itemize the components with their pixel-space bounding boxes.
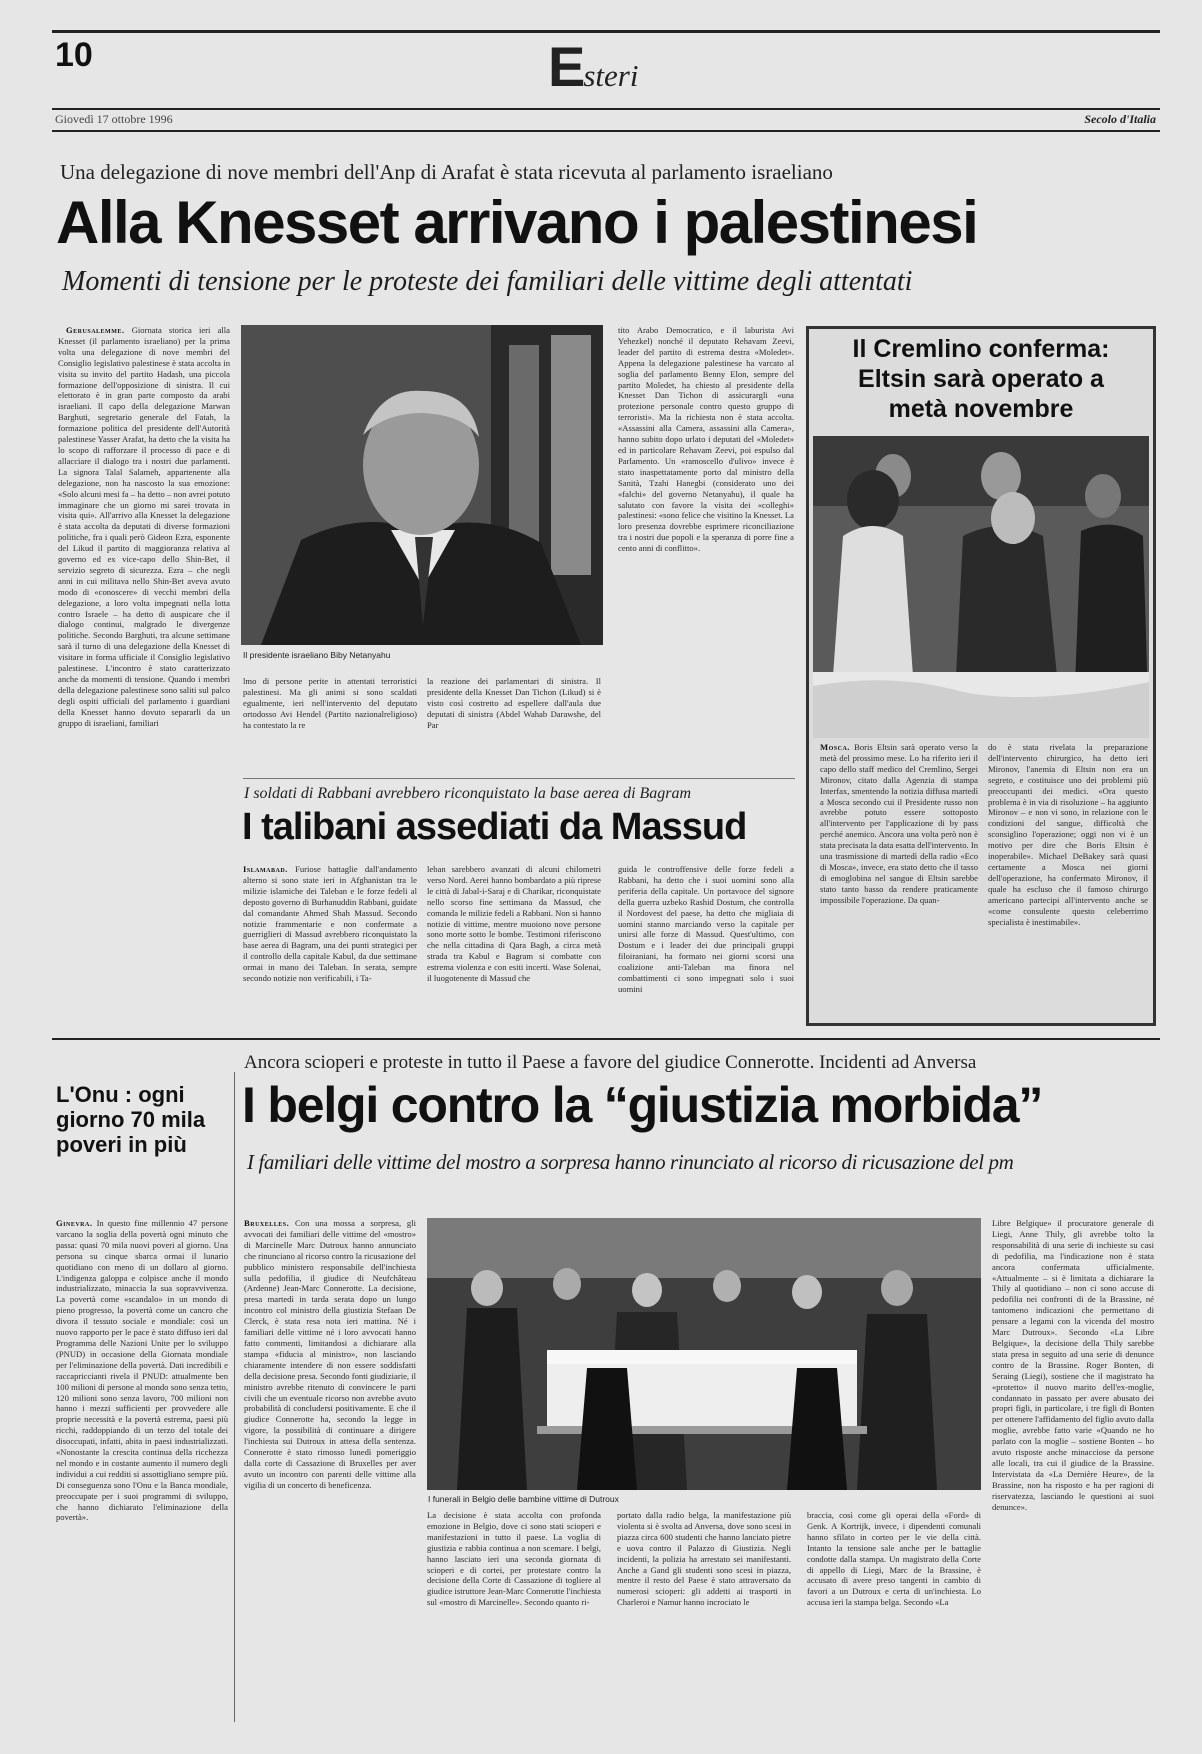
knesset-dateline: Gerusalemme. [66,325,125,335]
knesset-col-2b [243,676,417,776]
belgio-dateline: Bruxelles. [244,1218,290,1228]
eltsin-text-1: Boris Eltsin sarà operato verso la metà del prossimo mese. Lo ha riferito ieri il capo dello staff medico del Cremlino, Sergei Mironov, citato dalla Agenzia di stampa Interfax, smentendo la notizia diffusa martedì a Mosca secondo cui il Presidente russo non avrebbe potuto essere sottoposto all'intervento per l'applicazione di by pass perché anemico. Ancora una volta però non è stata precisata la data esatta dell'intervento. In una trasmissione di martedì della radio «Eco di Mosca», invece, era stato detto che il tasso di emoglobina nel sangue di Eltsin sarebbe stato tanto basso da rendere praticamente impossibile l'operazione. Da quan- [820,742,978,905]
knesset-kicker: Una delegazione di nove membri dell'Anp di Arafat è stata ricevuta al parlamento israeliano [60,160,833,184]
eltsin-photo-graphic [813,436,1149,738]
taliban-kicker: I soldati di Rabbani avrebbero riconquistato la base aerea di Bagram [244,785,692,802]
eltsin-col-1 [820,742,978,1024]
taliban-col-3 [618,864,794,1016]
belgio-subhead: I familiari delle vittime del mostro a sorpresa hanno rinunciato al ricorso di ricusazione del pm [247,1150,1014,1174]
header-rule-2 [52,130,1160,132]
netanyahu-photo-graphic [241,325,603,645]
lower-section-rule [52,1038,1160,1040]
taliban-text-1: Furiose battaglie dall'andamento alterno si sono state ieri in Afghanistan tra le milizie islamiche dei Taleban e le forze fedeli al deposto governo di Burhanuddin Rabbani, guidate dal comandante Ahmed Shah Massud. Secondo notizie frammentarie e non confermate a guerriglieri di Massud avrebbero riconquistato la base aerea di Bagram, una dei punti strategici per il controllo della capitale Kabul, da due settimane ormai in mano dei Taleban. In serata, sempre secondo notizie non verificabili, i Ta- [243,864,417,984]
knesset-col-1 [58,325,230,728]
taliban-col-2 [427,864,601,1016]
onu-text-1: In questo fine millennio 47 persone varcano la soglia della povertà ogni minuto che passa: quasi 70 mila nuovi poveri al giorno. Una persona su cinque sbarca ormai il lunario quotidiano con meno di un dollaro al giorno. L'indigenza galoppa e colpisce anche il mondo industrializzato, minaccia la sua sopravvivenza. La povertà come «scandalo» in un mondo di pieno progresso, la povertà come un cancro che divora il tessuto sociale e mondiale: così un nuovo rapporto per le pace è stato diffuso ieri dal Programma delle Nazioni Unite per lo sviluppo (PNUD) in occasione della Giornata mondiale per l'eliminazione della povertà. Dati incredibili e raccapriccianti rivela il PNUD: attualmente ben 100 milioni di persone al mondo sono senza tetto, 120 milioni sono senza lavoro, 700 milioni non hanno i mezzi sufficienti per provvedere alle proprie necessità e la povertà estrema, paesi più ricchi, raddoppiando di un terzo del totale dei disoccupati, infatti, abita in paesi industrializzati. «Nonostante la crescita continua della ricchezza nel mondo e in costante aumento il numero degli individui a cui redditi si assottigliano sempre più. Di conseguenza sono l'Onu e la Banca mondiale, preoccupate per i suoi programmi di sviluppo, che hanno dichiarato l'eliminazione della povertà». [56,1218,228,1523]
top-rule [52,30,1160,33]
knesset-text-3: la reazione dei parlamentari di sinistra. Il presidente della Knesset Dan Tichon (Likud) si è visto così costretto ad espellere dall'aula due deputati di sinistra (Abdel Wahab Darawshe, del Par [427,676,601,730]
onu-col-1 [56,1218,228,1718]
taliban-rule [243,778,795,779]
eltsin-photo [813,436,1149,738]
taliban-dateline: Islamabad. [243,864,288,874]
knesset-col-4 [618,325,794,775]
funeral-photo-caption: I funerali in Belgio delle bambine vittime di Dutroux [428,1494,619,1504]
knesset-headline: Alla Knesset arrivano i palestinesi [56,189,978,256]
section-name: steri [583,58,639,93]
knesset-text-1: Giornata storica ieri alla Knesset (il parlamento israeliano) per la prima volta una delegazione di nove membri del Consiglio legislativo palestinese è stata accolta in visita su invito del partito Hadash, una piccola formazione dell'opposizione di sinistra. Il cui elettorato è in gran parte composto da arabi israeliani. Il capo della delegazione Marwan Barghuti, segretario generale del Fatah, la formazione politica del presidente dell'Autorità palestinese Yasser Arafat, ha detto che la visita ha lo scopo di rafforzare il processo di pace e di allacciare il dialogo tra i nostri due parlamenti. La signora Talal Salameh, appartenente alla delegazione, non ha nascosto la sua emozione: «Solo alcuni mesi fa – ha detto – non avrei potuto immaginare che un giorno mi sarei trovata in visita qui». All'arrivo alla Knesset la delegazione è stata accolta da deputati di diverse formazioni politiche, fra i quali però Gideon Ezra, esponente del Likud il partito di maggioranza relativa al governo ed ex vice-capo dello Shin-Bet, il servizio segreto di sicurezza. Ezra – che negli anni in cui militava nello Shin-Bet aveva avuto modo di «conoscere» di vecchi membri della delegazione, a loro volta impegnati nella lotta contro Israele – ha detto di auspicare che il dialogo continui, malgrado le divergenze politiche. Secondo Barghuti, tra alcune settimane sarà il turno di una delegazione della Knesset di visitare in forma ufficiale il Consiglio legislativo palestinese. L'incontro è stato caratterizzato anche da momenti di tensione. Quando i membri della delegazione palestinese sono saliti sul palco degli ospiti ufficiali del parlamento i guardiani della Knesset hanno dovuto separarli da un gruppo di israeliani, familiari [58,325,230,728]
belgio-col-4 [807,1510,981,1722]
belgio-col-3 [617,1510,791,1722]
knesset-col-2 [58,620,230,972]
page-number: 10 [55,36,93,74]
eltsin-headline: Il Cremlino conferma: Eltsin sarà operato a metà novembre [852,335,1110,423]
netanyahu-photo-caption: Il presidente israeliano Biby Netanyahu [243,650,391,660]
belgio-text-2: La decisione è stata accolta con profonda emozione in Belgio, dove ci sono stati scioperi e manifestazioni in tutto il paese. La voglia di giustizia e rabbia continua a non scemare. I belgi, hanno lasciato ieri una seconda giornata di scioperi e di cortei, per protestare contro la decisione della Corte di Cassazione di togliere al giudice istruttore Jean-Marc Connerotte l'inchiesta sul «mostro di Marcinelle». Secondo quanto ri- [427,1510,601,1608]
funeral-photo-graphic [427,1218,981,1490]
taliban-col-1 [243,864,417,1016]
eltsin-text-2: do è stata rivelata la preparazione dell'intervento chirurgico, ha detto ieri Mironov, l'anemia di Eltsin non era un segreto, e costituisce uno dei problemi più preoccupanti dei medici. «Ora questo problema è in via di risoluzione – ha aggiunto Mironov – e non vi sono, in relazione con le condizioni del sangue, difficoltà che sconsiglino l'operazione; oggi non vi è un motivo per dire che Boris Eltsin è inoperabile». Michael DeBakey sarà quasi certamente a Mosca nei giorni dell'operazione, ha confermato Mironov, il quale ha escluso che il famoso chirurgo americano partecipi all'intervento anche se «come consulente questo celeberrimo specialista è inestimabile». [988,742,1148,927]
belgio-text-1: Con una mossa a sorpresa, gli avvocati dei familiari delle vittime del «mostro» di Marcinelle Marc Dutroux hanno annunciato che rinunciano al ricorso contro la ricusazione del pubblico ministero responsabile dell'inchiesta sulla pedofilia, il giudice di Neufchâteau (Ardenne) Jean-Marc Connerotte. La decisione, presa martedì in tarda serata dopo un lungo incontro col ministro della giustizia Stefaan De Clerck, è stata resa nota ieri mattina. Né i familiari delle vittime né i loro avvocati hanno fatto commenti, limitandosi a dichiarare alla stampa «fiducia al ministro», non lasciando chiaramente intendere di non essere soddisfatti della decisione presa. Secondo fonti giudiziarie, il ministro avrebbe ritenuto di convincere le parti civili che un eventuale ricorso non avrebbe avuto probabilità di concludersi positivamente. E che il giudice Connerotte ha, secondo la legge in vigore, la possibilità di continuare a dirigere l'inchiesta sui Dutroux in attesa della sentenza. Connerotte è stato rimosso lunedì pomeriggio dalla corte di Cassazione di Bruxelles per aver avuto un incontro con parenti delle vittime alla vigilia di un concerto di beneficenza. [244,1218,416,1490]
knesset-subhead: Momenti di tensione per le proteste dei familiari delle vittime degli attentati [62,266,913,297]
onu-headline: L'Onu : ogni giorno 70 mila poveri in più [56,1082,206,1157]
belgio-text-5: Libre Belgique» il procuratore generale di Liegi, Anne Thily, gli avrebbe tolto la responsabilità di una serie di inchieste su casi di pedofilia, ma l'indicazione non è stata ancora confermata ufficialmente. «Attualmente – si è limitata a dichiarare la Thily al quotidiano – non ci sono accuse di pedofilia nei confronti di de la Brassine, né tantomeno indicazioni che permettano di pensare a legami con la vicenda del mostro Marc Dutroux». Secondo «La Libre Belgique», la decisione della Thily sarebbe stata presa in seguito ad una serie di denunce contro de la Brassine. Roger Bonten, di Seraing (Liegi), sostiene che il magistrato ha «protetto» il nuovo marito dell'ex-moglie, condannato in passato per avere abusato dei propri figli, in particolare, i tre figli di Bonten per ottenere l'affidamento del figlio avuto dalla moglie, avrebbe fatto varie «Quando ne ho parlato con la moglie – sostiene Bonten – ho avuto risposte anche minacciose da persone alle locali, tra cui il giudice de la Brassine. Intervistata da «La Dernière Heure», de la Brassine, non ha risposto e ha per ragioni di riservatezza, lasciando le questioni ai suoi denunce». [992,1218,1154,1512]
taliban-text-3: guida le controffensive delle forze fedeli a Rabbani, ha detto che i suoi uomini sono alla periferia della capitale. Un portavoce del signore della guerra uzbeko Rashid Dostum, che controlla il Nordovest del paese, ha detto che migliaia di uomini stanno marciando verso la capitale per unirsi alle forze di Massud. Quest'ultimo, con Dostum e i leader dei due principali gruppi filoiraniani, ha formato nei giorni scorsi una coalizione anti-Taleban ma finora nel combattimenti ci sono impegnati solo i suoi uomini [618,864,794,994]
issue-date: Giovedì 17 ottobre 1996 [55,112,173,126]
knesset-text-4: tito Arabo Democratico, e il laburista Avi Yehezkel) nonché il deputato Rehavam Zeevi, leader del partito di estrema destra «Moledet». Appena la delegazione palestinese ha varcato al soglia del parlamento Benny Elon, sempre del partito Moledet, ha chiesto al presidente della Knesset Dan Tichon di assicurargli «una protezione personale contro questo gruppo di terroristi». Ma la richiesta non è stata accolta. «Assassini alla Camera, assassini alla Camera», hanno subito dopo urlato i deputati del «Moledet» ed in particolare Rehavam Zeevi, poi espulso dal Parlamento. Un «ramoscello d'ulivo» invece è stato inaspettatamente porto dal ministro della Sanità, Tzahi Hanegbi (considerato uno dei «falchi» del governo Netanyahu), il quale ha salutato con favore la visita dei «colleghi» palestinesi: «sono felice che visitino la Knesset. La loro presenza dovrebbe esprimere riconciliazione tra i nostri due popoli e la speranza di porre fine a cento anni di conflitto». [618,325,794,554]
netanyahu-photo [241,325,603,645]
taliban-headline: I talibani assediati da Massud [242,806,747,848]
header-rule [52,108,1160,110]
belgio-col-2 [427,1510,601,1722]
onu-divider [234,1072,235,1722]
eltsin-dateline: Mosca. [820,742,850,752]
section-initial: E [548,35,586,98]
knesset-col-3 [427,676,601,776]
belgio-col-1 [244,1218,416,1718]
taliban-text-2: leban sarebbero avanzati di alcuni chilometri verso Nord. Aerei hanno bombardato a più riprese le città di Jabal-i-Saraj e di Charikar, riconquistate nello scorso fine settimana da Massud, che comanda le milizie fedeli a Rabbani. Non si hanno notizie di vittime, mentre muoiono nove persone sono morte sotto le bombe. Testimoni riferiscono che nella cittadina di Qara Bagh, a circa metà strada tra Kabul e Bagram si combatte con estrema violenza e con esiti incerti. Wase Solenai, il luogotenente di Massud che [427,864,601,984]
eltsin-col-2 [988,742,1148,1024]
funeral-photo [427,1218,981,1490]
masthead: Secolo d'Italia [1084,112,1156,126]
belgio-text-3: portato dalla radio belga, la manifestazione più violenta si è svolta ad Anversa, dove sono scesi in piazza circa 600 studenti che hanno lanciato pietre e uova contro il Palazzo di Giustizia. Negli incidenti, la polizia ha arrestato sei manifestanti. Anche a Gand gli studenti sono scesi in piazza, mentre il resto del Paese è stato attraversato da numerosi scioperi: gli addetti ai trasporti in Charleroi e Namur hanno incrociato le [617,1510,791,1608]
belgio-kicker: Ancora scioperi e proteste in tutto il Paese a favore del giudice Connerotte. Incidenti ad Anversa [244,1052,977,1073]
belgio-col-5 [992,1218,1154,1722]
section-title [548,34,638,96]
belgio-headline: I belgi contro la “giustizia morbida” [242,1077,1043,1133]
knesset-text-2: lmo di persone perite in attentati terroristici palestinesi. Ma gli animi si sono scaldati egualmente, ieri nell'intervento del deputato ortodosso Avi Hendel (Partito nazionalreligioso) ha contestato la re [243,676,417,730]
belgio-text-4: braccia, così come gli operai della «Ford» di Genk. A Kortrijk, invece, i dipendenti comunali hanno sfilato in corteo per le vie della città. Intanto la tensione sale anche per le battaglie condotte dalla stampa. Un magistrato della Corte di appello di Liegi, Marc de la Brassine, è accusato di avere preso tangenti in cambio di favori a un Dutroux e certa di un'inchiesta. Lo accusa ieri la stampa belga. Secondo «La [807,1510,981,1608]
onu-dateline: Ginevra. [56,1218,93,1228]
